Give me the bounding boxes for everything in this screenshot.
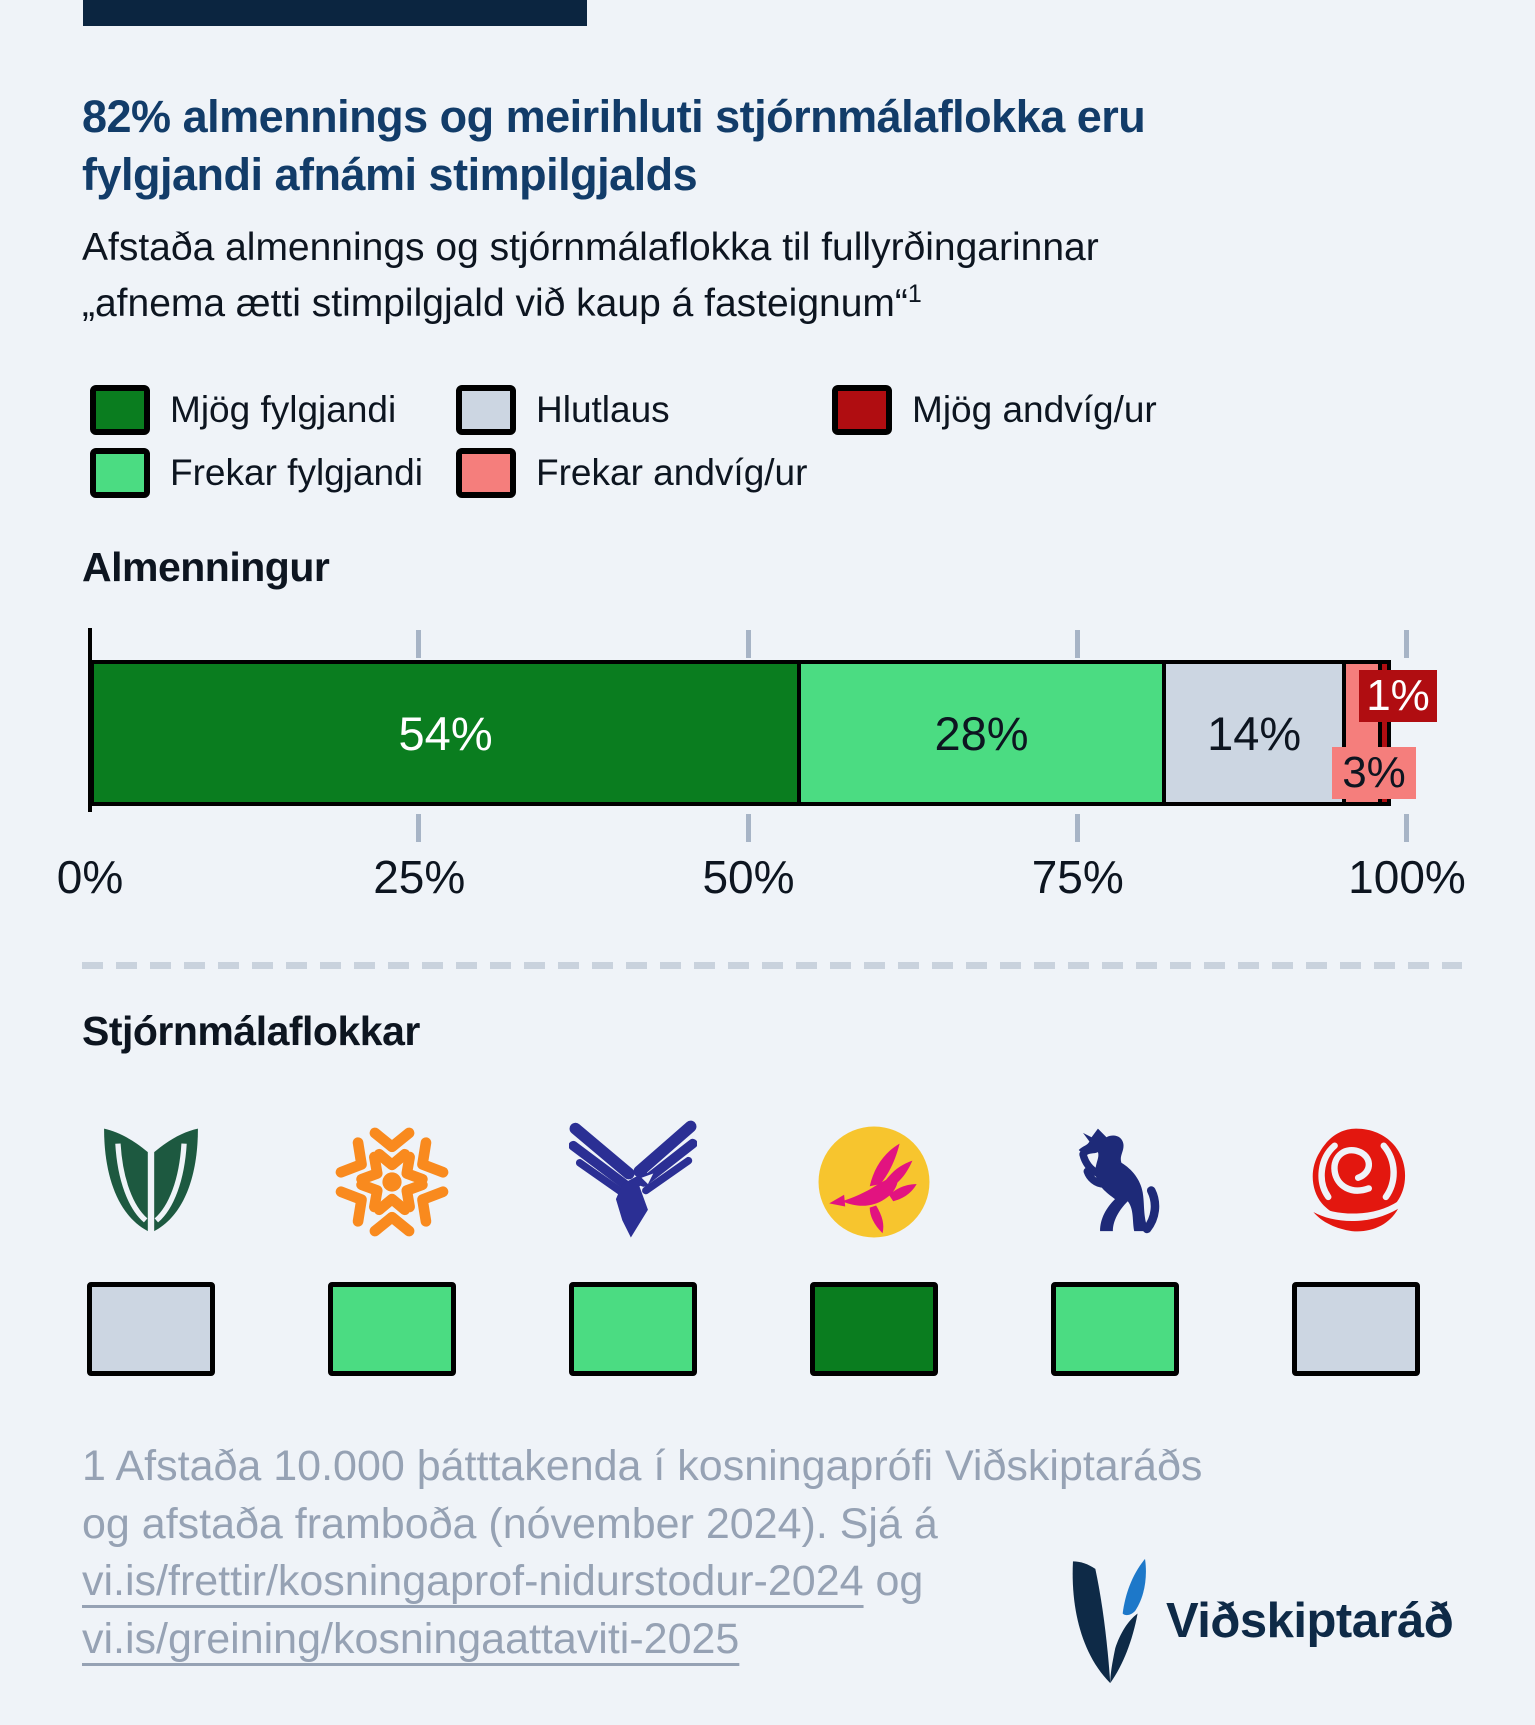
legend-label: Hlutlaus (536, 389, 670, 430)
section-heading-parties: Stjórnmálaflokkar (82, 1008, 420, 1054)
legend-item-hlutlaus (456, 385, 670, 435)
tick-mark (1404, 630, 1409, 658)
bar-segment-value: 54% (398, 706, 493, 760)
party-stance-square-midflokkurinn (1051, 1282, 1179, 1376)
section-heading-public: Almenningur (82, 544, 330, 590)
stacked-bar (90, 660, 1407, 806)
footnote-link-2[interactable]: vi.is/greining/kosningaattaviti-2025 (82, 1614, 740, 1663)
bar-segment-mjog-fylgjandi (90, 660, 801, 806)
dove-icon (810, 1118, 938, 1246)
accent-top-bar (83, 0, 587, 26)
party-stance-square-sjalfstaedisflokkur (569, 1282, 697, 1376)
brand-name: Viðskiptaráð (1166, 1594, 1454, 1648)
party-flokkur-folksins (794, 1118, 954, 1376)
party-stance-square-flokkur-folksins (810, 1282, 938, 1376)
vidreisn-snowflake-icon (328, 1118, 456, 1246)
bar-segment-hlutlaus (1162, 660, 1346, 806)
brand-lockup (1068, 1556, 1453, 1686)
title-line-1: 82% almennings og meirihluti stjórnmálaflokka eru (82, 91, 1146, 142)
legend-swatch-mjog-fylgjandi (90, 385, 150, 435)
party-framsokn (71, 1118, 231, 1376)
tick-mark (746, 630, 751, 658)
party-stance-square-samfylkingin (1292, 1282, 1420, 1376)
axis-label-25: 25% (373, 851, 466, 903)
page-title (82, 88, 1145, 204)
legend-label: Frekar fylgjandi (170, 452, 423, 493)
vidskiptarad-logo-icon (1068, 1556, 1150, 1686)
tick-mark (416, 814, 421, 842)
party-stance-square-vidreisn (328, 1282, 456, 1376)
legend-swatch-mjog-andvig (832, 385, 892, 435)
legend-swatch-hlutlaus (456, 385, 516, 435)
axis-label-75: 75% (1031, 851, 1124, 903)
subtitle-line-1: Afstaða almennings og stjórnmálaflokka til fullyrðingarinnar (82, 226, 1099, 269)
party-midflokkurinn (1035, 1118, 1195, 1376)
title-line-2: fylgjandi afnámi stimpilgjalds (82, 149, 698, 201)
x-axis-labels (56, 850, 1466, 910)
legend-item-frekar-fylgjandi (90, 448, 423, 498)
legend-item-mjog-fylgjandi (90, 385, 396, 435)
footnote (82, 1438, 1202, 1668)
footnote-line-2: og afstaða framboða (nóvember 2024). Sjá á (82, 1499, 938, 1548)
dashed-divider (82, 962, 1462, 969)
footnote-link-1[interactable]: vi.is/frettir/kosningaprof-nidurstodur-2024 (82, 1557, 864, 1606)
tick-mark (746, 814, 751, 842)
footnote-og: og (863, 1557, 924, 1606)
legend-label: Mjög andvíg/ur (912, 389, 1157, 430)
party-stance-square-framsokn (87, 1282, 215, 1376)
axis-label-0: 0% (56, 851, 124, 903)
legend-label: Mjög fylgjandi (170, 389, 397, 430)
page-subtitle (82, 220, 1099, 332)
legend-label: Frekar andvíg/ur (536, 452, 808, 493)
tick-mark (416, 630, 421, 658)
bar-segment-frekar-fylgjandi (797, 660, 1166, 806)
stacked-bar-chart (90, 626, 1430, 844)
axis-label-50: 50% (702, 851, 795, 903)
party-samfylkingin (1276, 1118, 1436, 1376)
tick-mark (1404, 814, 1409, 842)
tick-mark (1075, 814, 1080, 842)
bar-segment-value: 28% (934, 706, 1029, 760)
legend-item-frekar-andvig (456, 448, 807, 498)
party-sjalfstaedisflokkur (553, 1118, 713, 1376)
legend-swatch-frekar-andvig (456, 448, 516, 498)
party-vidreisn (312, 1118, 472, 1376)
footnote-line-1: 1 Afstaða 10.000 þátttakenda í kosningaprófi Viðskiptaráðs (82, 1442, 1203, 1490)
bar-segment-value: 14% (1207, 706, 1302, 760)
tick-mark (1075, 630, 1080, 658)
callout-label-frekar-andvig: 3% (1332, 747, 1416, 799)
axis-label-100: 100% (1348, 851, 1466, 903)
legend-swatch-frekar-fylgjandi (90, 448, 150, 498)
rearing-horse-icon (1051, 1118, 1179, 1246)
rose-icon (1292, 1118, 1420, 1246)
footnote-reference: 1 (907, 279, 922, 308)
subtitle-line-2: „afnema ætti stimpilgjald við kaup á fasteignum“ (82, 281, 908, 325)
framsokn-open-book-icon (87, 1118, 215, 1246)
falcon-icon (569, 1118, 697, 1246)
legend-item-mjog-andvig (832, 385, 1157, 435)
callout-label-mjog-andvig: 1% (1359, 670, 1437, 722)
